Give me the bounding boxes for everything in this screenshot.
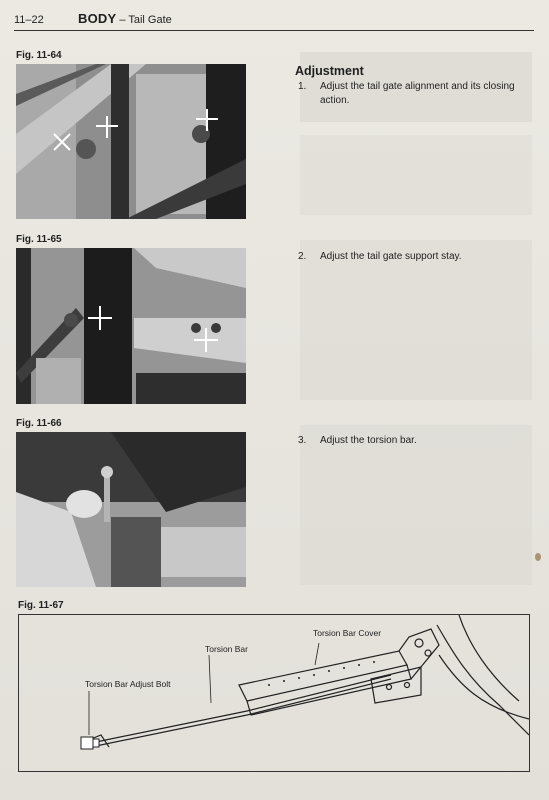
step-text: Adjust the torsion bar.	[320, 435, 417, 446]
figure-label-64: Fig. 11-64	[16, 50, 62, 61]
callout-torsion-bar-adjust-bolt: Torsion Bar Adjust Bolt	[85, 679, 171, 689]
step-3	[298, 434, 530, 448]
bleed-through	[300, 425, 532, 585]
torsion-bar-line-art	[19, 615, 529, 771]
page-number: 11–22	[14, 14, 44, 26]
step-2	[298, 250, 530, 264]
step-text: Adjust the tail gate alignment and its closing action.	[320, 81, 515, 106]
step-number: 2.	[298, 251, 307, 262]
bleed-through	[300, 135, 532, 215]
callout-torsion-bar: Torsion Bar	[205, 644, 248, 654]
step-text: Adjust the tail gate support stay.	[320, 251, 462, 262]
section-subtitle: – Tail Gate	[119, 14, 172, 26]
section-title: BODY	[78, 11, 117, 26]
header-rule	[14, 30, 534, 31]
torsion-bar-diagram	[18, 614, 530, 772]
photo-fig-64	[16, 64, 246, 219]
figure-label-65: Fig. 11-65	[16, 234, 62, 245]
step-number: 3.	[298, 435, 307, 446]
paper-stain	[535, 553, 541, 561]
figure-label-66: Fig. 11-66	[16, 418, 62, 429]
page-header	[14, 11, 534, 29]
step-1	[298, 80, 530, 108]
figure-label-67: Fig. 11-67	[18, 600, 64, 611]
step-number: 1.	[298, 81, 307, 92]
callout-torsion-bar-cover: Torsion Bar Cover	[313, 628, 382, 638]
bleed-through	[300, 240, 532, 400]
photo-fig-65	[16, 248, 246, 404]
adjustment-title: Adjustment	[295, 64, 364, 78]
photo-fig-66	[16, 432, 246, 587]
